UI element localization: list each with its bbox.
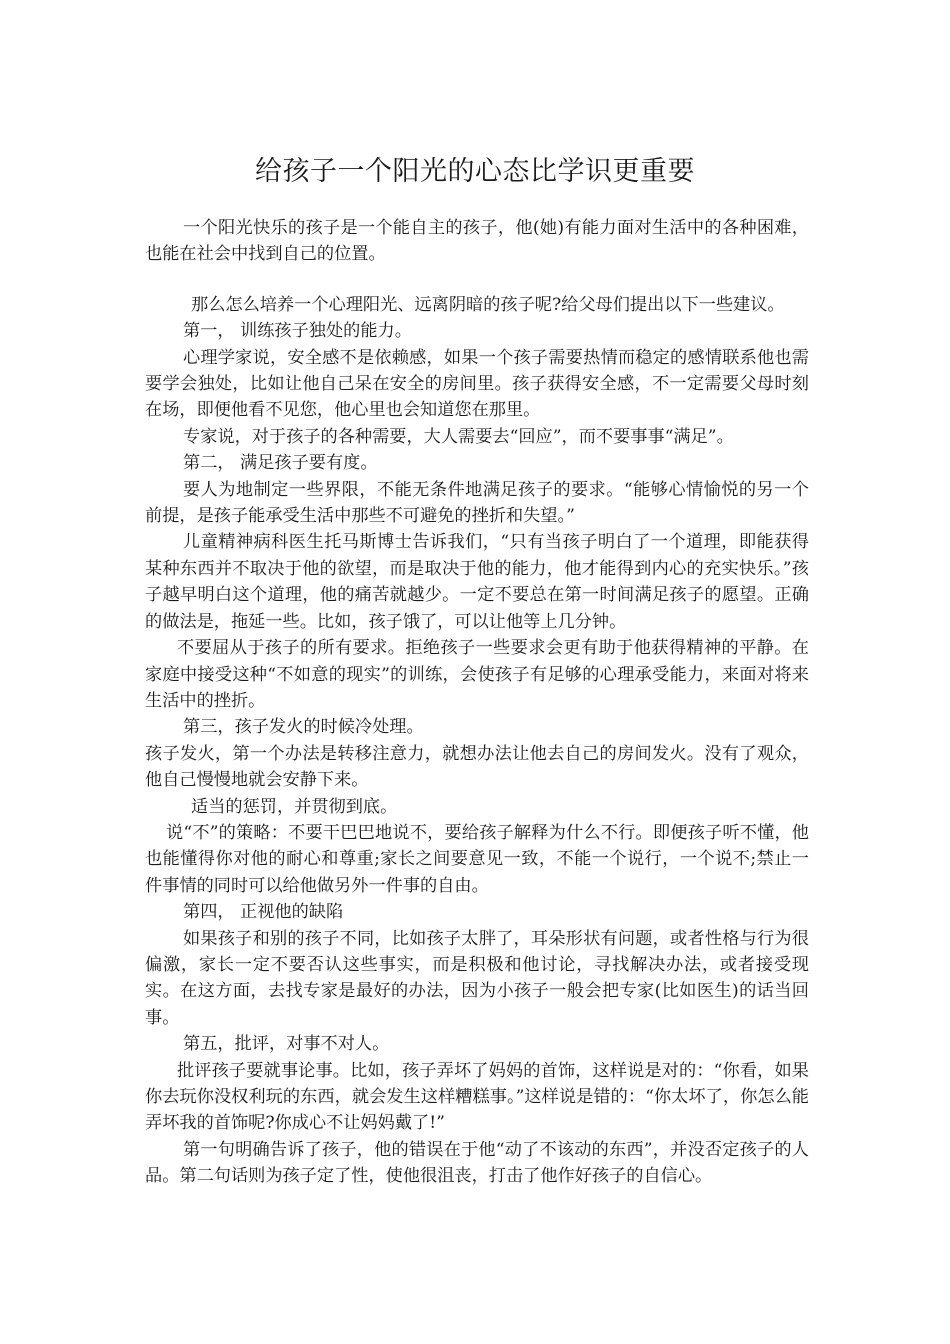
paragraph: 心理学家说，安全感不是依赖感，如果一个孩子需要热情而稳定的感情联系他也需要学会独处，比如让他自己呆在安全的房间里。孩子获得安全感，不一定需要父母时刻在场，即便他看不见您，他心里也会知道您在那里。	[145, 347, 809, 421]
section-heading-3: 第三，孩子发火的时候冷处理。	[183, 717, 424, 738]
section-heading-1: 第一， 训练孩子独处的能力。	[183, 321, 412, 342]
section-heading-5: 第五，批评，对事不对人。	[183, 1034, 390, 1055]
document-body	[145, 215, 809, 1190]
paragraph: 不要屈从于孩子的所有要求。拒绝孩子一些要求会更有助于他获得精神的平静。在家庭中接受这种“不如意的现实”的训练，会使孩子有足够的心理承受能力，来面对将来生活中的挫折。	[145, 638, 809, 711]
paragraph: 第一句明确告诉了孩子，他的错误在于他“动了不该动的东西”，并没否定孩子的人品。第二句话则为孩子定了性，使他很沮丧，打击了他作好孩子的自信心。	[145, 1139, 809, 1187]
document-title: 给孩子一个阳光的心态比学识更重要	[255, 156, 695, 187]
paragraph: 要人为地制定一些界限，不能无条件地满足孩子的要求。“能够心情愉悦的另一个前提，是孩子能承受生活中那些不可避免的挫折和失望。”	[145, 479, 809, 527]
paragraph-intro: 一个阳光快乐的孩子是一个能自主的孩子，他(她)有能力面对生活中的各种困难，也能在社会中找到自己的位置。	[145, 218, 809, 265]
section-heading-4: 第四， 正视他的缺陷	[183, 902, 344, 923]
paragraph: 批评孩子要就事论事。比如，孩子弄坏了妈妈的首饰，这样说是对的：“你看，如果你去玩你没权利玩的东西，就会发生这样糟糕事。”这样说是错的：“你太坏了，你怎么能弄坏我的首饰呢?你成心不让妈妈戴了!”	[145, 1060, 809, 1134]
paragraph-question: 那么怎么培养一个心理阳光、远离阴暗的孩子呢?给父母们提出以下一些建议。	[191, 294, 785, 315]
paragraph: 孩子发火，第一个办法是转移注意力，就想办法让他去自己的房间发火。没有了观众，他自己慢慢地就会安静下来。	[145, 743, 809, 791]
paragraph: 专家说，对于孩子的各种需要，大人需要去“回应”，而不要事事“满足”。	[183, 426, 734, 447]
paragraph: 说“不”的策略：不要干巴巴地说不，要给孩子解释为什么不行。即便孩子听不懂，他也能懂得你对他的耐心和尊重;家长之间要意见一致，不能一个说行，一个说不;禁止一件事情的同时可以给他做另外一件事的自由。	[145, 822, 809, 896]
section-heading-2: 第二， 满足孩子要有度。	[183, 453, 378, 474]
paragraph: 适当的惩罚，并贯彻到底。	[191, 796, 398, 817]
paragraph: 儿童精神病科医生托马斯博士告诉我们，“只有当孩子明白了一个道理，即能获得某种东西并不取决于他的欲望，而是取决于他的能力，他才能得到内心的充实快乐。”孩子越早明白这个道理，他的痛苦就越少。一定不要总在第一时间满足孩子的愿望。正确的做法是，拖延一些。比如，孩子饿了，可以让他等上几分钟。	[145, 532, 809, 632]
paragraph: 如果孩子和别的孩子不同，比如孩子太胖了，耳朵形状有问题，或者性格与行为很偏激，家长一定不要否认这些事实，而是积极和他讨论，寻找解决办法，或者接受现实。在这方面，去找专家是最好的办法，因为小孩子一般会把专家(比如医生)的话当回事。	[145, 928, 809, 1028]
